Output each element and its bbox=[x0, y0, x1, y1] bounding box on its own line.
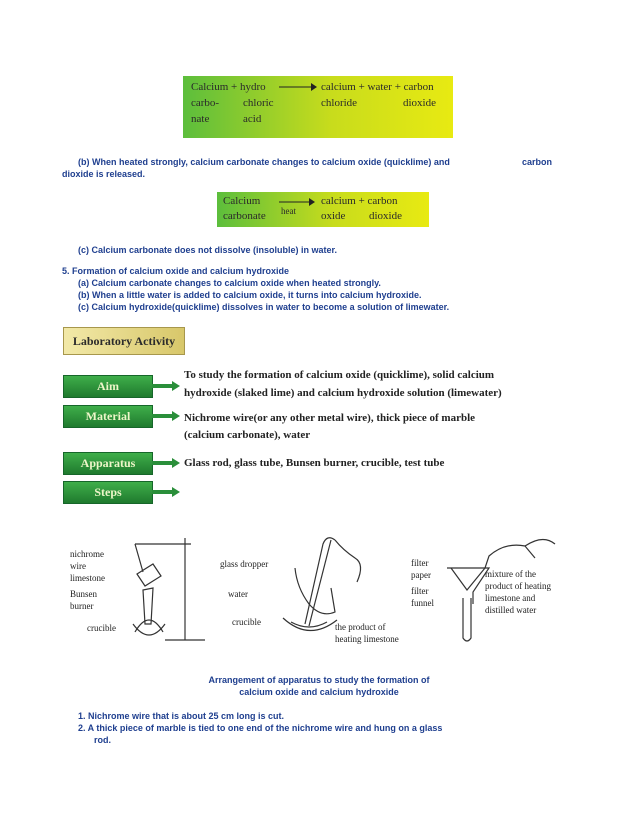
dropper-crucible-drawing bbox=[283, 538, 361, 631]
label-nichrome: nichrome bbox=[70, 549, 104, 559]
eq1-product-line2a: chloride bbox=[321, 97, 358, 109]
material-text-line1: Nichrome wire(or any other metal wire), thick piece of marble bbox=[184, 412, 476, 424]
label-water: water bbox=[228, 589, 248, 599]
label-wire: wire bbox=[70, 561, 86, 571]
step-2: 2. A thick piece of marble is tied to one end of the nichrome wire and hung on a glass bbox=[78, 723, 443, 733]
tag-apparatus: Apparatus bbox=[63, 452, 153, 475]
label-mixture-1: mixture of the bbox=[485, 569, 536, 579]
tag-steps: Steps bbox=[63, 481, 153, 504]
eq1-arrow-icon bbox=[279, 82, 317, 92]
label-filter-paper-1: filter bbox=[411, 558, 429, 568]
label-glass-dropper: glass dropper bbox=[220, 559, 269, 569]
point-b-line1: (b) When heated strongly, calcium carbonate changes to calcium oxide (quicklime) and bbox=[78, 157, 450, 167]
eq2-heat-label: heat bbox=[281, 206, 296, 216]
label-product-line1: the product of bbox=[335, 622, 386, 632]
figure-caption-line2: calcium oxide and calcium hydroxide bbox=[239, 687, 399, 697]
section-5-item-a: (a) Calcium carbonate changes to calcium oxide when heated strongly. bbox=[78, 278, 381, 288]
eq2-reactant-line2: carbonate bbox=[223, 210, 266, 222]
step-1: 1. Nichrome wire that is about 25 cm long is cut. bbox=[78, 711, 285, 721]
eq1-reactant2-line3: acid bbox=[243, 113, 262, 125]
point-b-line2: dioxide is released. bbox=[62, 169, 146, 179]
eq1-reactant1-line2: carbo- bbox=[191, 97, 220, 109]
aim-text-line1: To study the formation of calcium oxide (quicklime), solid calcium bbox=[184, 369, 495, 381]
apparatus-text: Glass rod, glass tube, Bunsen burner, crucible, test tube bbox=[184, 457, 445, 469]
eq1-reactant1-line1: Calcium + hydro bbox=[191, 81, 266, 93]
eq2-reactant-line1: Calcium bbox=[223, 195, 261, 207]
label-bunsen: Bunsen bbox=[70, 589, 97, 599]
label-crucible-1: crucible bbox=[87, 623, 116, 633]
tag-material: Material bbox=[63, 405, 153, 428]
label-crucible-2: crucible bbox=[232, 617, 261, 627]
label-filter-funnel-2: funnel bbox=[411, 598, 434, 608]
label-filter-funnel-1: filter bbox=[411, 586, 429, 596]
section-5-item-c: (c) Calcium hydroxide(quicklime) dissolves in water to become a solution of limewater. bbox=[78, 302, 450, 312]
point-c: (c) Calcium carbonate does not dissolve (insoluble) in water. bbox=[78, 245, 338, 255]
label-limestone: limestone bbox=[70, 573, 105, 583]
apparatus-arrow-icon bbox=[152, 458, 180, 468]
lab-activity-title: Laboratory Activity bbox=[63, 327, 185, 355]
tag-aim: Aim bbox=[63, 375, 153, 398]
eq2-product-line2a: oxide bbox=[321, 210, 346, 222]
aim-arrow-icon bbox=[152, 381, 180, 391]
eq1-reactant2-line2: chloric bbox=[243, 97, 274, 109]
eq2-product-line2b: dioxide bbox=[369, 210, 402, 222]
step-2-continued: rod. bbox=[94, 735, 111, 745]
steps-arrow-icon bbox=[152, 487, 180, 497]
eq1-reactant1-line3: nate bbox=[191, 113, 210, 125]
label-product-line2: heating limestone bbox=[335, 634, 399, 644]
label-burner: burner bbox=[70, 601, 94, 611]
label-filter-paper-2: paper bbox=[411, 570, 431, 580]
section-5-item-b: (b) When a little water is added to calcium oxide, it turns into calcium hydroxide. bbox=[78, 290, 422, 300]
section-5-heading: 5. Formation of calcium oxide and calcium hydroxide bbox=[62, 266, 290, 276]
apparatus-figure bbox=[65, 528, 571, 648]
retort-stand-drawing bbox=[133, 538, 205, 640]
material-arrow-icon bbox=[152, 411, 180, 421]
eq2-product-line1: calcium + carbon bbox=[321, 195, 398, 207]
equation-1-box bbox=[183, 76, 453, 138]
label-mixture-3: limestone and bbox=[485, 593, 536, 603]
label-mixture-4: distilled water bbox=[485, 605, 537, 615]
eq1-product-line2b: dioxide bbox=[403, 97, 436, 109]
material-text-line2: (calcium carbonate), water bbox=[184, 429, 311, 441]
label-mixture-2: product of heating bbox=[485, 581, 551, 591]
point-b-line1-end: carbon bbox=[522, 157, 553, 167]
figure-caption-line1: Arrangement of apparatus to study the formation of bbox=[208, 675, 430, 685]
aim-text-line2: hydroxide (slaked lime) and calcium hydroxide solution (limewater) bbox=[184, 387, 502, 399]
eq1-product-line1: calcium + water + carbon bbox=[321, 81, 434, 93]
equation-2-box bbox=[217, 192, 429, 227]
